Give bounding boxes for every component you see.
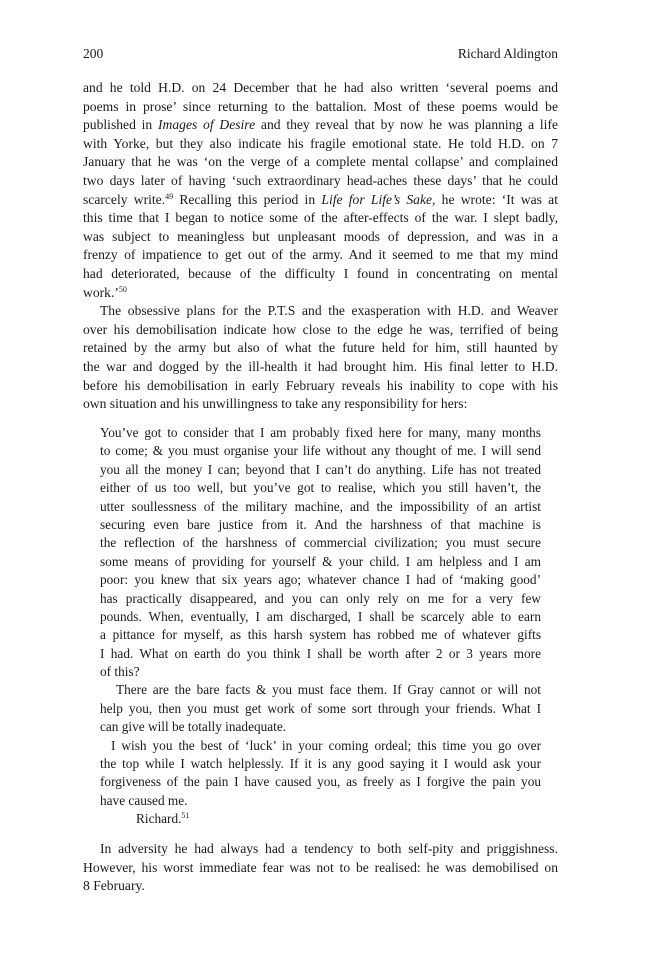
quote-line: forgiveness of the pain I have caused you, as freely as I forgive the pain you — [100, 774, 541, 790]
text-line: January that he was ‘on the verge of a complete mental collapse’ and complained — [83, 154, 558, 170]
text-line: published in Images of Desire and they reveal that by now he was planning a life — [83, 117, 559, 133]
text-line: poems in prose’ since returning to the battalion. Most of these poems would be — [83, 98, 558, 114]
quote-line: securing even bare justice from it. And the harshness of that machine is — [100, 516, 541, 532]
text-line: In adversity he had always had a tendency to both self-pity and priggishness. — [100, 841, 558, 856]
quote-line: poor: you knew that six years ago; whatever chance I had of ‘making good’ — [100, 572, 541, 588]
footnote-ref: 49 — [165, 191, 174, 201]
text-line: and he told H.D. on 24 December that he had also written ‘several poems and — [83, 80, 558, 95]
quote-line: some means of providing for yourself & your child. I am helpless and I am — [100, 553, 541, 569]
quote-line: the top while I watch helplessly. If it is any good saying it I would ask your — [100, 756, 541, 772]
quote-line: utter soullessness of the military machine, and the impossibility of an artist — [100, 498, 541, 514]
text-line: was subject to meaningless but unpleasant moods of depression, and was in a — [83, 228, 558, 244]
book-title: Images of Desire — [158, 117, 256, 133]
block-quote — [100, 424, 541, 829]
text-line: over his demobilisation indicate how close to the edge he was, terrified of being — [83, 321, 558, 337]
paragraph — [83, 302, 558, 414]
text-line: 8 February. — [83, 878, 145, 894]
text-line: the war and dogged by the ill-health it had brought him. His final letter to H.D. — [83, 358, 558, 374]
book-title: Life for Life’s Sake — [321, 191, 433, 207]
text-line: own situation and his unwillingness to take any responsibility for hers: — [83, 396, 468, 412]
quote-line: the reflection of the harshness of commercial civilization; you must secure — [100, 535, 541, 551]
quote-line: you all the money I can; beyond that I can’t do anything. Life has not treated — [100, 461, 541, 477]
text-line: frenzy of impatience to get out of the army. And it seemed to me that my mind — [83, 247, 558, 263]
footnote-ref: 50 — [118, 284, 127, 294]
quote-signature: Richard.$^{51}$ — [136, 811, 190, 827]
text-line: The obsessive plans for the P.T.S and the exasperation with H.D. and Weaver — [100, 303, 558, 319]
page-number: 200 — [83, 46, 104, 61]
paragraph — [83, 840, 558, 896]
quote-line: pounds. When, eventually, I am discharged, I shall be scarcely able to earn — [100, 608, 541, 624]
text-line: with Yorke, but they also indicate his fragile emotional state. He told H.D. on 7 — [83, 135, 558, 151]
text-line: However, his worst immediate fear was not to be realised: he was demobilised on — [83, 859, 558, 875]
text-line: this time that I began to notice some of the after-effects of the war. I slept badly, — [83, 210, 558, 226]
quote-line: has practically disappeared, and you can only rely on me for a very few — [100, 590, 541, 606]
text-line: before his demobilisation in early February reveals his inability to cope with his — [83, 377, 558, 393]
text-line: two days later of having ‘such extraordinary head-aches these days’ that he could — [83, 172, 558, 188]
text-line: work.’$^{50}$ — [83, 284, 127, 300]
quote-line: to come; & you must organise your life without any thought of me. I will send — [100, 443, 541, 459]
quote-line: help you, then you must get work of some sort through your friends. What I — [100, 700, 541, 716]
quote-line: of this? — [100, 664, 140, 680]
text-line: had deteriorated, because of the difficulty I found in concentrating on mental — [83, 265, 558, 281]
text-line: scarcely write.$^{49}$ Recalling this period in Life for Life’s Sake, he wrote: ‘It was at — [83, 191, 558, 207]
text-line: retained by the army but also of what the future held for him, still haunted by — [83, 340, 558, 356]
running-head: Richard Aldington — [457, 46, 558, 61]
quote-line: have caused me. — [100, 792, 188, 808]
body-text — [83, 79, 558, 414]
quote-line: can give will be totally inadequate. — [100, 719, 287, 735]
quote-line: There are the bare facts & you must face them. If Gray cannot or will not — [116, 682, 541, 698]
quote-line: I wish you the best of ‘luck’ in your coming ordeal; this time you go over — [111, 737, 541, 753]
quote-line: I had. What on earth do you think I shall be worth after 2 or 3 years more — [100, 645, 541, 661]
quote-line: a pittance for myself, as this harsh system has robbed me of whatever gifts — [100, 627, 541, 643]
quote-line: either of us too well, but you’ve got to realise, which you still haven’t, the — [100, 480, 541, 496]
quote-line: You’ve got to consider that I am probably fixed here for many, many months — [100, 425, 541, 440]
footnote-ref: 51 — [181, 811, 190, 821]
paragraph — [83, 79, 558, 302]
